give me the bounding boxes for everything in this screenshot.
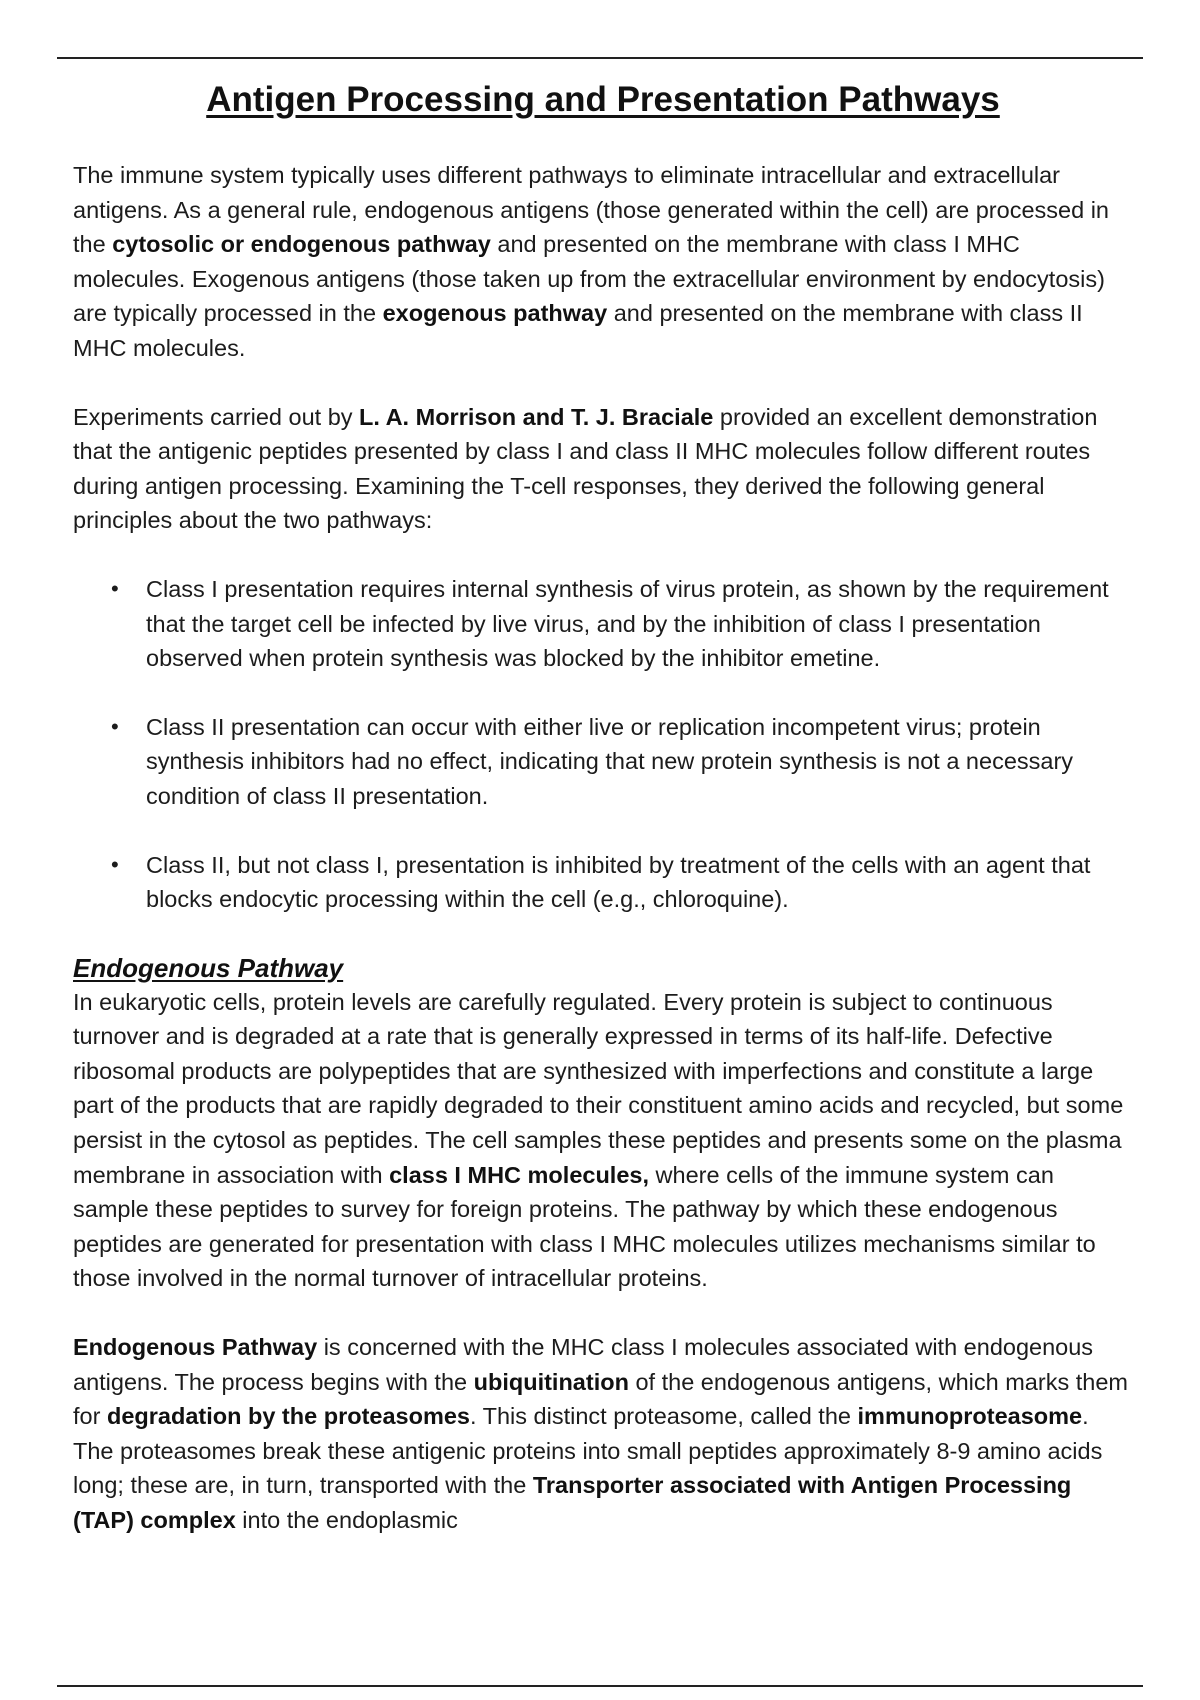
intro-text-1: The immune system typically uses different pathways to eliminate intracellular and extracellular antigens. As a general rule, endogenous antigens (those generated within the cell) are processed in the [73, 162, 1109, 258]
principle-text: Class II presentation can occur with either live or replication incompetent virus; protein synthesis inhibitors had no effect, indicating that new protein synthesis is not a necessary condition of class II presentation. [146, 713, 1074, 809]
experiments-text-1: Experiments carried out by [73, 403, 360, 430]
endogenous-p2-bold-3: degradation by the proteasomes [106, 1403, 470, 1430]
endogenous-section-heading: Endogenous Pathway [73, 952, 344, 983]
experiments-text-2: provided an excellent demonstration that the antigenic peptides presented by class I and class II MHC molecules follow different routes during antigen processing. Examining the T-cell responses, they derived the following general principles about the two pathways: [73, 403, 1098, 534]
intro-text-3: and presented on the membrane with class II MHC molecules. [73, 300, 1083, 361]
endogenous-p1-bold-1: class I MHC molecules, [389, 1161, 650, 1188]
principles-list [73, 572, 1133, 917]
intro-text-2: and presented on the membrane with class I MHC molecules. Exogenous antigens (those taken up from the extracellular environment by endocytosis) are typically processed in the [73, 231, 1105, 327]
intro-bold-1: cytosolic or endogenous pathway [112, 231, 491, 258]
endogenous-paragraph-1 [73, 985, 1133, 1296]
endogenous-p2-text-1: is concerned with the MHC class I molecules associated with endogenous antigens. The process begins with the [73, 1334, 1094, 1395]
endogenous-p1-text-2: where cells of the immune system can sample these peptides to survey for foreign proteins. The pathway by which these endogenous peptides are generated for presentation with class I MHC molecules utilizes mechanisms similar to those involved in the normal turnover of intracellular proteins. [73, 1161, 1096, 1292]
experiments-paragraph [73, 400, 1133, 538]
bullet-icon: • [111, 851, 119, 877]
intro-paragraph [73, 158, 1133, 366]
principle-text: Class I presentation requires internal synthesis of virus protein, as shown by the requirement that the target cell be infected by live virus, and by the inhibition of class I presentation observed when protein synthesis was blocked by the inhibitor emetine. [146, 575, 1109, 672]
experiments-authors: L. A. Morrison and T. J. Braciale [359, 403, 714, 430]
endogenous-p2-text-3: . This distinct proteasome, called the [470, 1403, 858, 1430]
document-title: Antigen Processing and Presentation Pathways [206, 80, 1000, 119]
top-rule [57, 57, 1143, 59]
endogenous-p2-bold-2: ubiquitination [473, 1368, 629, 1395]
principle-text: Class II, but not class I, presentation is inhibited by treatment of the cells with an agent that blocks endocytic processing within the cell (e.g., chloroquine). [146, 851, 1091, 913]
bottom-rule [57, 1685, 1143, 1687]
bullet-icon: • [111, 713, 119, 739]
bullet-icon: • [111, 575, 119, 601]
endogenous-p2-text-5: into the endoplasmic [235, 1507, 458, 1533]
endogenous-paragraph-2 [73, 1330, 1133, 1538]
endogenous-p2-bold-1: Endogenous Pathway [73, 1334, 318, 1361]
endogenous-p2-bold-5: Transporter associated with Antigen Processing (TAP) complex [73, 1472, 1072, 1533]
endogenous-p2-text-4: . The proteasomes break these antigenic proteins into small peptides approximately 8-9 amino acids long; these are, in turn, transported with the [73, 1403, 1103, 1499]
endogenous-p2-bold-4: immunoproteasome [857, 1403, 1083, 1430]
endogenous-p1-text-1: In eukaryotic cells, protein levels are carefully regulated. Every protein is subject to continuous turnover and is degraded at a rate that is generally expressed in terms of its half-life. Defective ribosomal products are polypeptides that are synthesized with imperfections and constitute a large part of the products that are rapidly degraded to their constituent amino acids and recycled, but some persist in the cytosol as peptides. The cell samples these peptides and presents some on the plasma membrane in association with [73, 988, 1124, 1188]
endogenous-p2-text-2: of the endogenous antigens, which marks them for [73, 1368, 1128, 1430]
intro-bold-2: exogenous pathway [382, 300, 608, 327]
principle-item-class-ii [73, 710, 1133, 814]
document-page [73, 76, 1133, 1572]
principle-item-class-i [73, 572, 1133, 676]
principle-item-chloroquine [73, 848, 1133, 917]
